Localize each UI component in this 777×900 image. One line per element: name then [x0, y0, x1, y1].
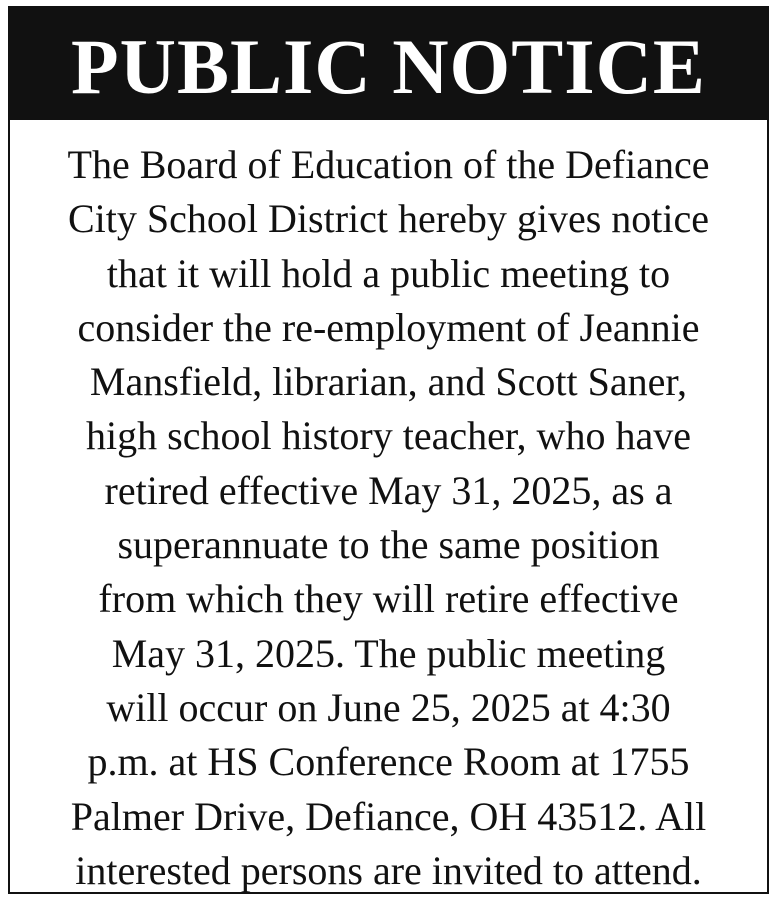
notice-line: high school history teacher, who have [86, 413, 691, 459]
notice-line: interested persons are invited to attend. [75, 847, 702, 893]
notice-header [10, 8, 767, 120]
notice-line: consider the re-employment of Jeannie [77, 304, 700, 350]
notice-line: p.m. at HS Conference Room at 1755 [87, 739, 690, 785]
public-notice [8, 6, 769, 894]
notice-line: from which they will retire effective [98, 576, 679, 622]
notice-body [10, 120, 767, 894]
notice-line: retired effective May 31, 2025, as a [104, 467, 673, 513]
notice-line: superannuate to the same position [117, 522, 660, 568]
notice-line: Mansfield, librarian, and Scott Saner, [89, 359, 688, 405]
notice-line: May 31, 2025. The public meeting [111, 630, 666, 676]
notice-line: City School District hereby gives notice [68, 196, 709, 242]
notice-line: The Board of Education of the Defiance [67, 142, 710, 187]
notice-line: will occur on June 25, 2025 at 4:30 [106, 684, 671, 730]
notice-line: Palmer Drive, Defiance, OH 43512. All [70, 793, 707, 839]
notice-title: PUBLIC NOTICE [71, 23, 706, 110]
notice-line: that it will hold a public meeting to [106, 250, 671, 296]
